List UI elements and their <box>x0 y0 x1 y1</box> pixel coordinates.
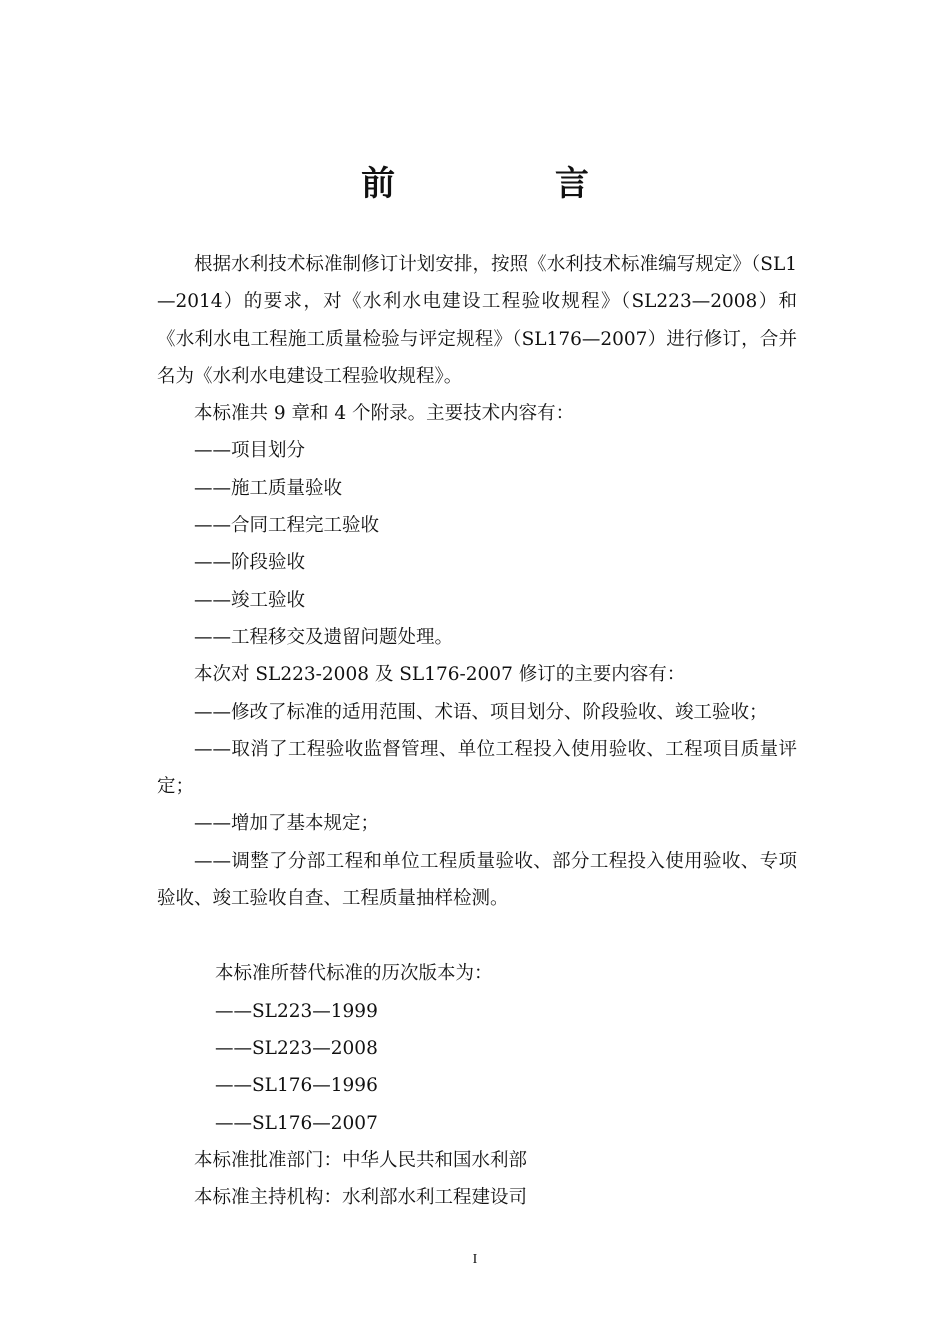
replaced-intro: 本标准所替代标准的历次版本为： <box>215 963 493 985</box>
approval-value: 中华人民共和国水利部 <box>342 1149 528 1171</box>
replaced-version: ——SL223—2008 <box>215 1037 378 1059</box>
revision-item: ——修改了标准的适用范围、术语、项目划分、阶段验收、竣工验收； <box>194 701 768 723</box>
revision-item: ——调整了分部工程和单位工程质量验收、部分工程投入使用验收、专项验收、竣工验收自查、工程质量抽样检测。 <box>157 850 797 910</box>
page-title: 前 言 <box>361 164 663 204</box>
replaced-version: ——SL176—1996 <box>215 1075 378 1097</box>
page-number: I <box>472 1252 478 1267</box>
host-line <box>157 1179 797 1216</box>
technical-item: ——施工质量验收 <box>194 477 343 499</box>
technical-item: ——项目划分 <box>194 440 306 462</box>
technical-item: ——竣工验收 <box>194 589 306 611</box>
revision-item: ——取消了工程验收监督管理、单位工程投入使用验收、工程项目质量评定； <box>157 738 797 798</box>
revision-item: ——增加了基本规定； <box>194 813 380 835</box>
technical-item: ——合同工程完工验收 <box>194 515 380 537</box>
revision-intro: 本次对 SL223-2008 及 SL176-2007 修订的主要内容有： <box>194 664 686 686</box>
intro-paragraph: 根据水利技术标准制修订计划安排，按照《水利技术标准编写规定》（SL1—2014）的要求，对《水利水电建设工程验收规程》（SL223—2008）和《水利水电工程施工质量检验与评定规程》（SL176—2007）进行修订，合并名为《水利水电建设工程验收规程》。 <box>157 254 797 387</box>
host-value: 水利部水利工程建设司 <box>342 1187 528 1209</box>
approval-label: 本标准批准部门： <box>194 1149 343 1171</box>
replaced-version: ——SL176—2007 <box>215 1112 378 1134</box>
replaced-version: ——SL223—1999 <box>215 1000 378 1022</box>
document-body <box>157 246 797 1216</box>
technical-item: ——阶段验收 <box>194 552 306 574</box>
technical-intro: 本标准共 9 章和 4 个附录。主要技术内容有： <box>194 403 575 425</box>
approval-line <box>157 1142 797 1179</box>
host-label: 本标准主持机构： <box>194 1187 343 1209</box>
technical-item: ——工程移交及遗留问题处理。 <box>194 626 454 648</box>
section-spacer <box>157 917 797 955</box>
